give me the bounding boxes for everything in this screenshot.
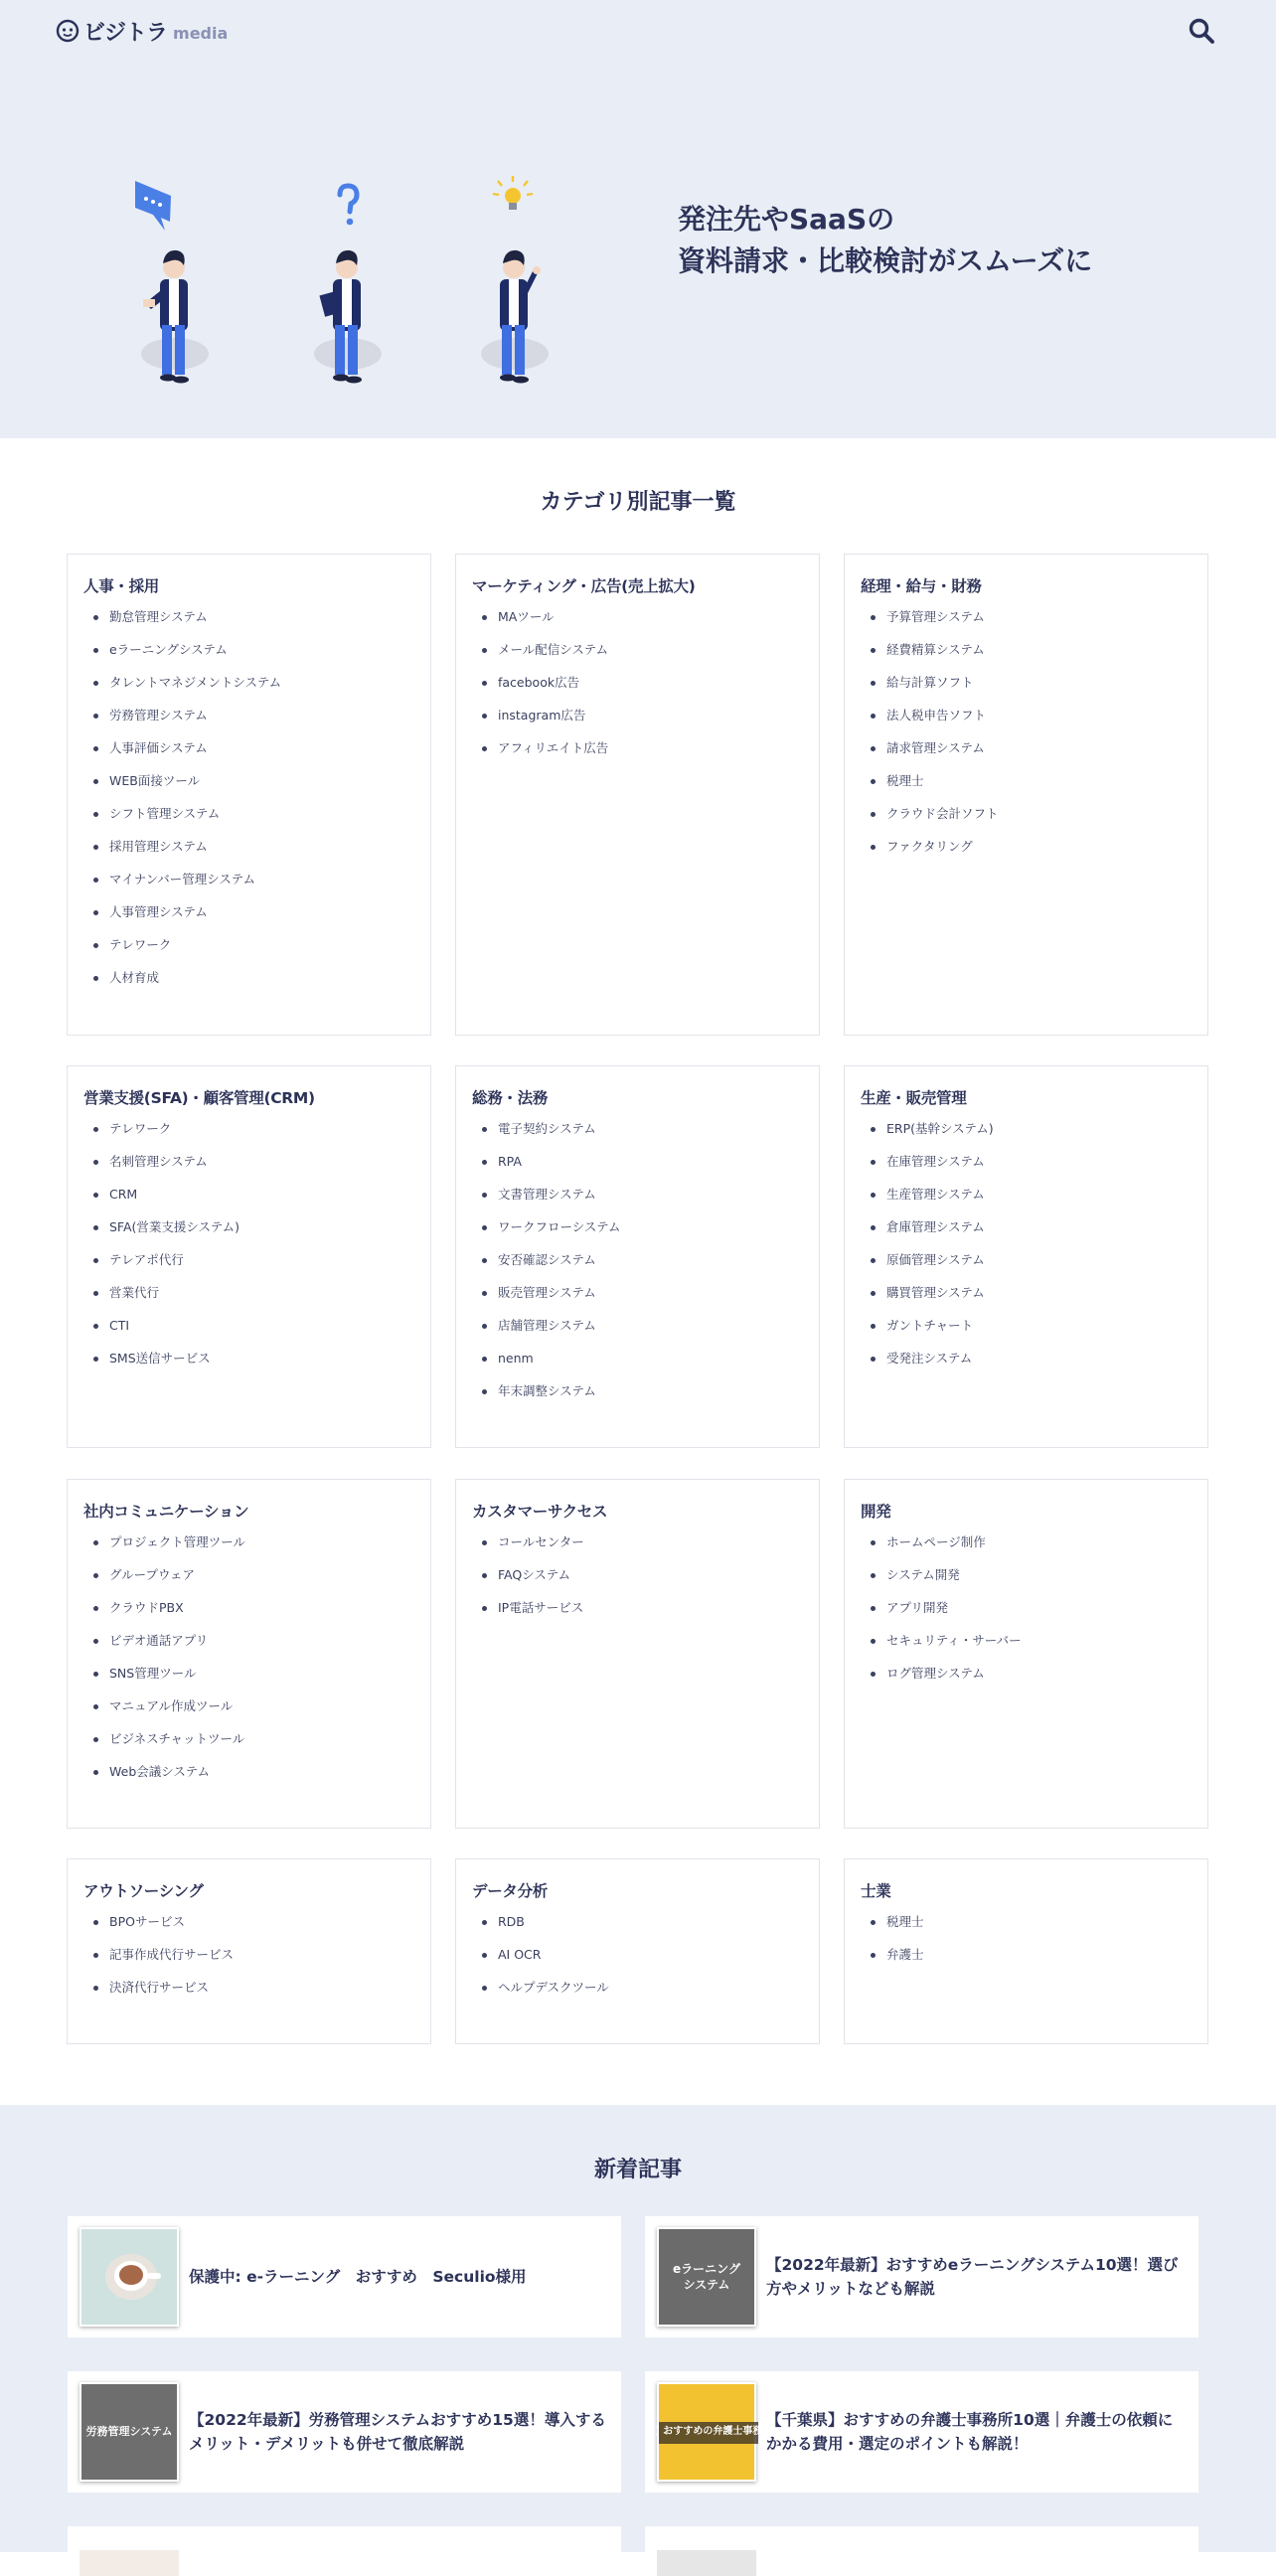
category-link-list: [861, 1911, 1192, 1977]
category-link[interactable]: 法人税申告ソフト: [886, 708, 987, 723]
category-link-item: [93, 1977, 414, 2010]
category-link-item: [871, 1597, 1192, 1630]
category-link-item: [93, 1663, 414, 1695]
category-link-item: [93, 1216, 414, 1249]
category-link-item: [93, 1315, 414, 1348]
category-link-item: [871, 1531, 1192, 1564]
category-link-item: [871, 1663, 1192, 1695]
lightbulb-icon: [493, 176, 533, 210]
category-link[interactable]: AI OCR: [498, 1947, 542, 1962]
category-link[interactable]: テレアポ代行: [109, 1252, 184, 1267]
category-link-item: [93, 1151, 414, 1184]
category-card: [844, 1858, 1208, 2044]
thumbnail-caption: 労務管理システム: [85, 2425, 173, 2438]
article-title: 【2022年最新】労務管理システムおすすめ15選！導入するメリット・デメリットも併せて徹底解説: [189, 2411, 606, 2453]
article-thumbnail: [80, 2382, 179, 2482]
category-link[interactable]: コールセンター: [498, 1534, 584, 1549]
category-title[interactable]: 社内コミュニケーション: [83, 1503, 249, 1521]
category-link[interactable]: クラウドPBX: [109, 1600, 184, 1615]
category-link-list: [83, 1911, 414, 2010]
category-title[interactable]: データ分析: [472, 1882, 549, 1900]
category-link-list: [472, 1531, 803, 1630]
category-link-item: [871, 1944, 1192, 1977]
category-link[interactable]: 名刺管理システム: [109, 1154, 208, 1169]
category-link-item: [93, 1348, 414, 1380]
category-link-item: [482, 1564, 803, 1597]
category-link-item: [93, 869, 414, 901]
category-link[interactable]: テレワーク: [109, 1121, 172, 1136]
category-link[interactable]: 生産管理システム: [886, 1187, 985, 1202]
category-link[interactable]: シフト管理システム: [109, 806, 221, 821]
category-link-item: [482, 1977, 803, 2010]
category-link[interactable]: マニュアル作成ツール: [109, 1698, 234, 1713]
question-mark-icon: [340, 186, 357, 225]
hero-section: [0, 60, 1276, 438]
category-link[interactable]: FAQシステム: [498, 1567, 570, 1582]
category-link-item: [93, 967, 414, 1000]
category-link-item: [93, 1695, 414, 1728]
category-title[interactable]: 経理・給与・財務: [861, 577, 982, 595]
category-link-item: [871, 639, 1192, 672]
category-link[interactable]: BPOサービス: [109, 1914, 185, 1929]
category-link[interactable]: SFA(営業支援システム): [109, 1219, 240, 1234]
category-link[interactable]: 人材育成: [109, 970, 160, 985]
category-link-item: [482, 606, 803, 639]
logo-text: ビジトラ: [83, 20, 168, 46]
category-link-item: [871, 1630, 1192, 1663]
category-link-item: [871, 1315, 1192, 1348]
category-link[interactable]: facebook広告: [498, 675, 580, 690]
article-card[interactable]: [68, 2526, 621, 2552]
article-title: 保護中: e-ラーニング おすすめ Seculio様用: [189, 2268, 527, 2286]
category-link-item: [93, 705, 414, 737]
category-link[interactable]: 人事管理システム: [109, 904, 208, 919]
category-link[interactable]: CTI: [109, 1318, 130, 1333]
category-link[interactable]: 電子契約システム: [498, 1121, 596, 1136]
category-link-item: [482, 1184, 803, 1216]
category-link[interactable]: 給与計算ソフト: [886, 675, 974, 690]
category-link[interactable]: 弁護士: [886, 1947, 924, 1962]
category-link-list: [472, 606, 803, 770]
category-link-list: [472, 1118, 803, 1413]
category-link[interactable]: 倉庫管理システム: [886, 1219, 985, 1234]
category-link-list: [83, 1531, 414, 1794]
hero-title-line2: 資料請求・比較検討がスムーズに: [678, 244, 1093, 277]
category-link[interactable]: eラーニングシステム: [109, 642, 228, 657]
category-link[interactable]: CRM: [109, 1187, 138, 1202]
category-link[interactable]: IP電話サービス: [498, 1600, 584, 1615]
category-link[interactable]: ヘルプデスクツール: [498, 1980, 609, 1995]
article-thumbnail: [657, 2227, 756, 2327]
category-link[interactable]: 勤怠管理システム: [109, 609, 208, 624]
search-icon[interactable]: [1187, 16, 1216, 46]
article-thumbnail: [80, 2550, 179, 2576]
category-link-item: [482, 1282, 803, 1315]
category-link-item: [93, 1249, 414, 1282]
category-link[interactable]: アフィリエイト広告: [498, 740, 609, 755]
category-link-item: [93, 1728, 414, 1761]
category-link[interactable]: システム開発: [886, 1567, 960, 1582]
category-link-item: [482, 705, 803, 737]
category-link[interactable]: RPA: [498, 1154, 522, 1169]
thumbnail-caption: eラーニング システム: [673, 2262, 740, 2292]
category-link[interactable]: 採用管理システム: [109, 839, 208, 854]
category-link-item: [482, 1380, 803, 1413]
category-link[interactable]: 予算管理システム: [886, 609, 985, 624]
category-link-item: [93, 639, 414, 672]
category-link-item: [482, 737, 803, 770]
category-link[interactable]: タレントマネジメントシステム: [109, 675, 282, 690]
new-articles-section: [0, 2105, 1276, 2552]
category-link[interactable]: SMS送信サービス: [109, 1351, 211, 1366]
category-link-item: [93, 901, 414, 934]
category-link[interactable]: MAツール: [498, 609, 555, 624]
category-link-item: [871, 737, 1192, 770]
category-link-item: [93, 1282, 414, 1315]
category-link[interactable]: 経費精算システム: [886, 642, 985, 657]
hero-title-line1: 発注先やSaaSの: [678, 203, 895, 236]
category-card: [455, 1065, 820, 1448]
category-link[interactable]: ホームページ制作: [886, 1534, 986, 1549]
category-link-item: [871, 1216, 1192, 1249]
site-header: [0, 0, 1276, 60]
category-link-item: [482, 1249, 803, 1282]
category-link-item: [93, 803, 414, 836]
category-link-list: [83, 1118, 414, 1380]
category-link[interactable]: ファクタリング: [886, 839, 973, 854]
category-card: [67, 554, 431, 1036]
category-link[interactable]: グループウェア: [109, 1567, 196, 1582]
category-link-item: [93, 737, 414, 770]
category-link[interactable]: 年末調整システム: [498, 1383, 596, 1398]
category-link-item: [482, 1216, 803, 1249]
category-link-list: [861, 1531, 1192, 1695]
thumbnail-caption: !) おすすめの弁護士事務: [650, 2426, 763, 2437]
article-title: 【2022年最新】おすすめeラーニングシステム10選！選び方やメリットなども解説: [766, 2256, 1179, 2298]
category-link-item: [93, 1184, 414, 1216]
category-link[interactable]: nenm: [498, 1351, 534, 1366]
category-link[interactable]: SNS管理ツール: [109, 1666, 197, 1681]
category-link[interactable]: ワークフローシステム: [498, 1219, 621, 1234]
coffee-cup-icon: [81, 2229, 177, 2325]
category-link[interactable]: アプリ開発: [886, 1600, 949, 1615]
category-card: [455, 1858, 820, 2044]
category-link[interactable]: クラウド会計ソフト: [886, 806, 999, 821]
category-link[interactable]: 記事作成代行サービス: [109, 1947, 235, 1962]
category-link-item: [871, 1118, 1192, 1151]
article-thumbnail: [650, 2382, 763, 2482]
category-title[interactable]: マーケティング・広告(売上拡大): [472, 577, 696, 595]
category-link-item: [482, 1348, 803, 1380]
hero-illustration: [99, 114, 576, 393]
category-link-item: [93, 770, 414, 803]
category-link-item: [93, 1761, 414, 1794]
category-link-item: [93, 934, 414, 967]
category-link[interactable]: ログ管理システム: [886, 1666, 985, 1681]
category-title[interactable]: カスタマーサクセス: [472, 1503, 608, 1521]
category-section-title: カテゴリ別記事一覧: [540, 490, 736, 515]
category-link[interactable]: セキュリティ・サーバー: [886, 1633, 1022, 1648]
category-link[interactable]: ガントチャート: [886, 1318, 974, 1333]
category-link-list: [861, 606, 1192, 869]
category-link-item: [482, 1315, 803, 1348]
category-link[interactable]: 受発注システム: [886, 1351, 973, 1366]
category-link-item: [482, 1151, 803, 1184]
category-link-item: [871, 1282, 1192, 1315]
category-link[interactable]: WEB面接ツール: [109, 773, 201, 788]
article-card[interactable]: [645, 2216, 1198, 2337]
category-link-list: [83, 606, 414, 1000]
category-link-item: [482, 1531, 803, 1564]
category-title[interactable]: 人事・採用: [83, 577, 160, 595]
category-card: [455, 554, 820, 1036]
category-link-item: [871, 1184, 1192, 1216]
category-title[interactable]: 営業支援(SFA)・顧客管理(CRM): [83, 1089, 315, 1107]
category-card: [67, 1858, 431, 2044]
category-link-item: [482, 672, 803, 705]
category-link[interactable]: ビジネスチャットツール: [109, 1731, 245, 1746]
speech-bubble-icon: [135, 181, 171, 231]
category-link[interactable]: メール配信システム: [498, 642, 609, 657]
category-link-item: [871, 1911, 1192, 1944]
category-link-list: [472, 1911, 803, 2010]
new-articles-title: 新着記事: [593, 2158, 682, 2182]
category-card: [67, 1065, 431, 1448]
category-link-item: [93, 672, 414, 705]
article-thumbnail: [80, 2227, 179, 2327]
category-link-item: [93, 1531, 414, 1564]
hero-title: [678, 199, 1234, 282]
article-thumbnail: [657, 2550, 756, 2576]
category-link-item: [871, 1348, 1192, 1380]
category-link-item: [93, 606, 414, 639]
category-title[interactable]: 開発: [861, 1503, 891, 1521]
category-link[interactable]: ビデオ通話アプリ: [109, 1633, 209, 1648]
site-logo[interactable]: [56, 18, 228, 44]
category-link[interactable]: Web会議システム: [109, 1764, 211, 1779]
category-link[interactable]: プロジェクト管理ツール: [109, 1534, 246, 1549]
category-link[interactable]: 人事評価システム: [109, 740, 208, 755]
category-link[interactable]: 販売管理システム: [498, 1285, 596, 1300]
category-card: [844, 554, 1208, 1036]
category-link-item: [93, 1944, 414, 1977]
category-link[interactable]: 税理士: [886, 773, 924, 788]
category-link-list: [861, 1118, 1192, 1380]
category-link[interactable]: 税理士: [886, 1914, 924, 1929]
category-link[interactable]: 在庫管理システム: [886, 1154, 985, 1169]
article-title: 【千葉県】おすすめの弁護士事務所10選｜弁護士の依頼にかかる費用・選定のポイントも解説！: [766, 2411, 1174, 2453]
category-link-item: [93, 1597, 414, 1630]
category-link-item: [93, 1911, 414, 1944]
category-link-item: [871, 606, 1192, 639]
category-link[interactable]: 労務管理システム: [109, 708, 208, 723]
category-link-item: [93, 1630, 414, 1663]
category-link-item: [871, 1249, 1192, 1282]
article-card[interactable]: [645, 2526, 1198, 2552]
category-link[interactable]: 原価管理システム: [886, 1252, 985, 1267]
category-link[interactable]: ERP(基幹システム): [886, 1121, 994, 1136]
article-card[interactable]: [68, 2371, 621, 2493]
article-card[interactable]: [645, 2371, 1198, 2493]
category-title[interactable]: 士業: [861, 1882, 891, 1900]
category-link-item: [93, 1564, 414, 1597]
category-title[interactable]: 総務・法務: [472, 1089, 549, 1107]
category-link-item: [871, 705, 1192, 737]
category-link[interactable]: RDB: [498, 1914, 525, 1929]
category-link[interactable]: 安否確認システム: [498, 1252, 596, 1267]
category-link-item: [482, 1597, 803, 1630]
logo-mark-icon: [56, 19, 80, 43]
category-link[interactable]: 文書管理システム: [498, 1187, 596, 1202]
category-card: [455, 1479, 820, 1829]
category-card: [844, 1065, 1208, 1448]
category-link-item: [871, 1151, 1192, 1184]
category-link[interactable]: 営業代行: [109, 1285, 160, 1300]
logo-sub: media: [173, 23, 229, 43]
category-link-item: [482, 1944, 803, 1977]
category-link[interactable]: instagram広告: [498, 708, 586, 723]
category-link[interactable]: 決済代行サービス: [109, 1980, 210, 1995]
category-link-item: [482, 1118, 803, 1151]
category-link-item: [482, 1911, 803, 1944]
article-card[interactable]: [68, 2216, 621, 2337]
category-card: [844, 1479, 1208, 1829]
category-link[interactable]: 店舗管理システム: [498, 1318, 596, 1333]
category-link-item: [93, 1118, 414, 1151]
category-link-item: [93, 836, 414, 869]
category-link-item: [871, 672, 1192, 705]
category-link[interactable]: 請求管理システム: [886, 740, 985, 755]
category-link[interactable]: テレワーク: [109, 937, 172, 952]
category-link[interactable]: 購買管理システム: [886, 1285, 985, 1300]
category-card: [67, 1479, 431, 1829]
category-link[interactable]: マイナンバー管理システム: [109, 872, 256, 886]
category-link-item: [871, 1564, 1192, 1597]
category-link-item: [871, 836, 1192, 869]
category-link-item: [482, 639, 803, 672]
category-link-item: [871, 803, 1192, 836]
category-title[interactable]: 生産・販売管理: [861, 1089, 967, 1107]
category-title[interactable]: アウトソーシング: [83, 1882, 204, 1900]
category-link-item: [871, 770, 1192, 803]
